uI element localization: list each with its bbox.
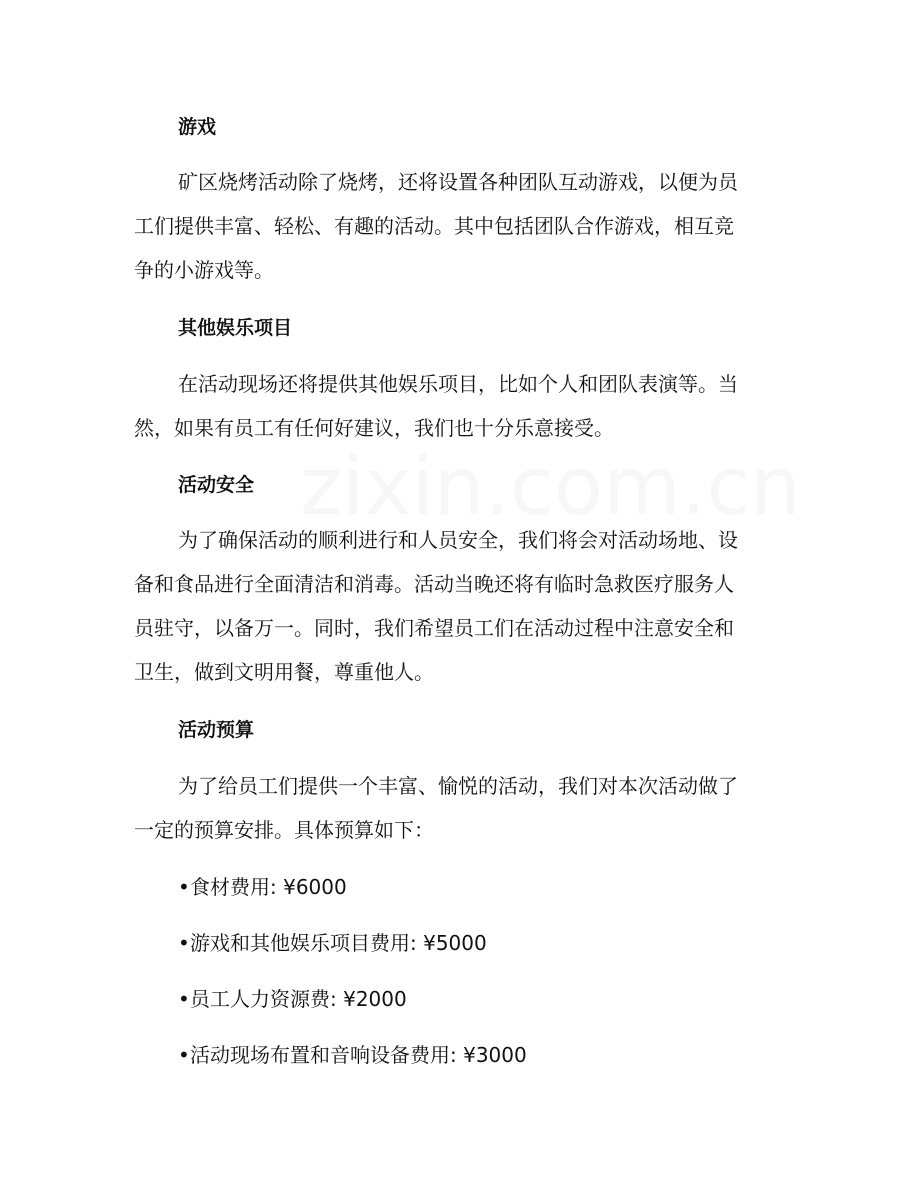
paragraph-line: 为了给员工们提供一个丰富、愉悦的活动，我们对本次活动做了 xyxy=(178,774,738,798)
bullet-icon: • xyxy=(178,931,190,955)
bullet-icon: • xyxy=(178,1043,190,1067)
budget-item-text: 活动现场布置和音响设备费用: ¥3000 xyxy=(190,1043,527,1067)
section-paragraph-budget xyxy=(134,764,794,852)
paragraph-line: 员驻守，以备万一。同时，我们希望员工们在活动过程中注意安全和 xyxy=(134,616,734,640)
section-paragraph-safety xyxy=(134,518,794,694)
budget-item-text: 游戏和其他娱乐项目费用: ¥5000 xyxy=(190,931,487,955)
paragraph-line: 备和食品进行全面清洁和消毒。活动当晚还将有临时急救医疗服务人 xyxy=(134,572,734,596)
section-paragraph-games xyxy=(134,160,794,292)
budget-list-item xyxy=(178,874,347,900)
section-heading-other-entertainment: 其他娱乐项目 xyxy=(178,317,293,339)
paragraph-line: 然，如果有员工有任何好建议，我们也十分乐意接受。 xyxy=(134,416,614,440)
bullet-icon: • xyxy=(178,875,190,899)
paragraph-line: 工们提供丰富、轻松、有趣的活动。其中包括团队合作游戏，相互竞 xyxy=(134,214,734,238)
section-heading-budget: 活动预算 xyxy=(178,719,255,741)
section-heading-games: 游戏 xyxy=(178,116,217,138)
bullet-icon: • xyxy=(178,987,190,1011)
budget-item-text: 食材费用: ¥6000 xyxy=(190,875,347,899)
section-heading-safety: 活动安全 xyxy=(178,474,255,496)
paragraph-line: 矿区烧烤活动除了烧烤，还将设置各种团队互动游戏，以便为员 xyxy=(178,170,738,194)
paragraph-line: 卫生，做到文明用餐，尊重他人。 xyxy=(134,660,434,684)
paragraph-line: 争的小游戏等。 xyxy=(134,258,274,282)
budget-list-item xyxy=(178,986,407,1012)
section-paragraph-other-entertainment xyxy=(134,362,794,450)
budget-item-text: 员工人力资源费: ¥2000 xyxy=(190,987,407,1011)
paragraph-line: 在活动现场还将提供其他娱乐项目，比如个人和团队表演等。当 xyxy=(178,372,738,396)
paragraph-line: 为了确保活动的顺利进行和人员安全，我们将会对活动场地、设 xyxy=(178,528,738,552)
budget-list-item xyxy=(178,930,487,956)
paragraph-line: 一定的预算安排。具体预算如下： xyxy=(134,818,434,842)
budget-list-item xyxy=(178,1042,527,1068)
watermark: zixin.com.cn xyxy=(300,440,801,533)
